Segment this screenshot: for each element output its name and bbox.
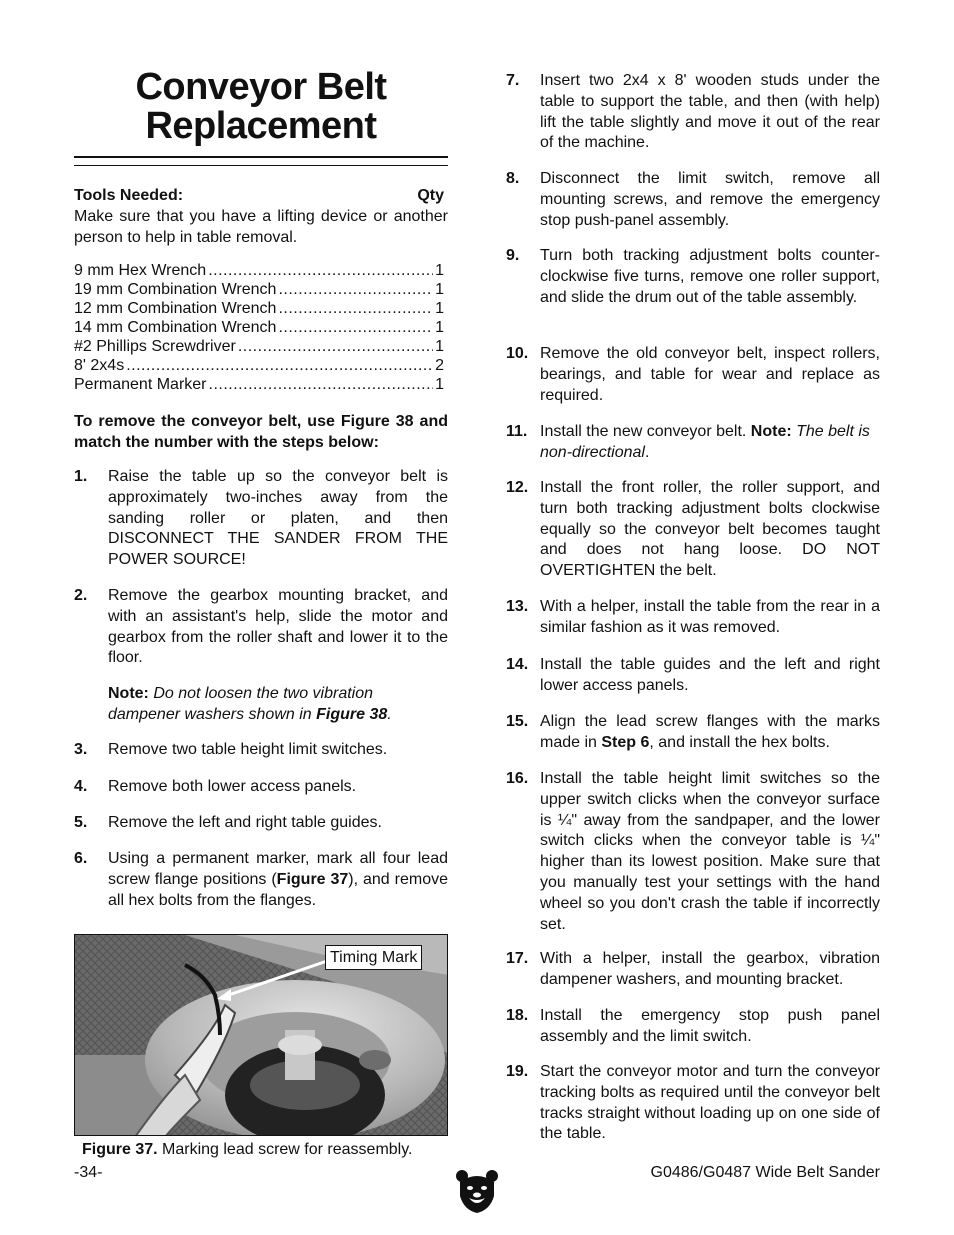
- step-number: 5.: [74, 814, 88, 831]
- step-text: Install the front roller, the roller support, and turn both tracking adjustment bolts clockwise equally so the conveyor belt becomes taught and does not hang loose. DO NOT OVERTIGHTEN the belt.: [540, 479, 880, 580]
- step-text: With a helper, install the gearbox, vibration dampener washers, and mounting bracket.: [540, 950, 880, 988]
- tool-qty: 1: [435, 376, 444, 393]
- step-text: Raise the table up so the conveyor belt is approximately two-inches away from the sanding roller or platen, and then DISCONNECT THE SANDER FROM THE POWER SOURCE!: [108, 468, 448, 569]
- step-number: 7.: [506, 72, 520, 89]
- step-number: 13.: [506, 598, 529, 615]
- caption-label: Figure 37.: [82, 1141, 158, 1158]
- model-name: G0486/G0487 Wide Belt Sander: [650, 1164, 880, 1181]
- step-text: Turn both tracking adjustment bolts counter-clockwise five turns, remove one roller support, and slide the drum out of the table assembly.: [540, 247, 880, 306]
- step-number: 17.: [506, 950, 529, 967]
- tool-item: [74, 375, 444, 394]
- tool-name: 8' 2x4s: [74, 357, 125, 374]
- tool-item: [74, 280, 444, 299]
- step-number: 9.: [506, 247, 520, 264]
- step-number: 3.: [74, 741, 88, 758]
- tools-heading: Tools Needed:: [74, 187, 184, 204]
- caption-text: Marking lead screw for reassembly.: [157, 1141, 413, 1158]
- timing-mark-callout: Timing Mark: [325, 945, 422, 970]
- tool-qty: 1: [435, 262, 444, 279]
- note-end: .: [387, 705, 392, 723]
- dot-leader: [278, 280, 433, 299]
- tool-item: [74, 337, 444, 356]
- tool-qty: 1: [435, 319, 444, 336]
- title-rule-thick: [74, 156, 448, 158]
- note-label: Note:: [108, 685, 149, 702]
- tool-qty: 2: [435, 357, 444, 374]
- intro-instructions: To remove the conveyor belt, use Figure 38 and match the number with the steps below:: [74, 413, 448, 451]
- dot-leader: [208, 261, 433, 280]
- tool-name: 14 mm Combination Wrench: [74, 319, 277, 336]
- step-number: 18.: [506, 1007, 529, 1024]
- step-text: Remove both lower access panels.: [108, 778, 357, 795]
- note-vibration-washers: [108, 684, 448, 726]
- step-text: Remove the left and right table guides.: [108, 814, 382, 831]
- step-text: Disconnect the limit switch, remove all mounting screws, and remove the emergency stop push-panel assembly.: [540, 170, 880, 229]
- step-text: Remove the old conveyor belt, inspect rollers, bearings, and table for wear and replace as required.: [540, 345, 880, 404]
- step-text: Using a permanent marker, mark all four lead screw flange positions (Figure 37), and remove all hex bolts from the flanges.: [108, 850, 448, 909]
- step-number: 19.: [506, 1063, 529, 1080]
- qty-heading: Qty: [417, 187, 444, 204]
- step-text: Remove two table height limit switches.: [108, 741, 388, 758]
- dot-leader: [209, 375, 434, 394]
- tool-name: #2 Phillips Screwdriver: [74, 338, 236, 355]
- dot-leader: [238, 337, 433, 356]
- tool-item: [74, 299, 444, 318]
- note-figure-ref: Figure 38: [316, 705, 388, 723]
- note-text: Do not loosen the two vibration dampener washers shown in: [108, 685, 374, 723]
- step-text: Remove the gearbox mounting bracket, and with an assistant's help, slide the motor and gearbox from the roller shaft and lower it to the floor.: [108, 587, 448, 667]
- step-number: 10.: [506, 345, 529, 362]
- tool-item: [74, 318, 444, 337]
- page-title: Conveyor Belt Replacement: [135, 66, 387, 147]
- tool-name: 9 mm Hex Wrench: [74, 262, 207, 279]
- tool-item: [74, 356, 444, 375]
- figure-37-caption: [82, 1139, 412, 1160]
- step-number: 12.: [506, 479, 529, 496]
- step-text: Install the table height limit switches so the upper switch clicks when the conveyor surface is ¼" away from the sandpaper, and the lower switch clicks when the conveyor table is ¼" higher than its lowest position. Make sure that you manually test your settings with the hand wheel so you don't crash the table if incorrectly set.: [540, 770, 880, 933]
- step-text: Align the lead screw flanges with the marks made in Step 6, and install the hex bolts.: [540, 713, 880, 751]
- tool-qty: 1: [435, 281, 444, 298]
- step-text: Install the table guides and the left and right lower access panels.: [540, 656, 880, 694]
- title-rule-thin: [74, 165, 448, 166]
- step-number: 2.: [74, 587, 88, 604]
- dot-leader: [278, 318, 433, 337]
- step-text: With a helper, install the table from the rear in a similar fashion as it was removed.: [540, 598, 880, 636]
- tool-qty: 1: [435, 300, 444, 317]
- step-number: 8.: [506, 170, 520, 187]
- step-number: 1.: [74, 468, 88, 485]
- tool-qty: 1: [435, 338, 444, 355]
- tools-note: Make sure that you have a lifting device or another person to help in table removal.: [74, 208, 448, 246]
- dot-leader: [278, 299, 433, 318]
- page-number: -34-: [74, 1164, 103, 1181]
- step-number: 4.: [74, 778, 88, 795]
- tool-name: 12 mm Combination Wrench: [74, 300, 277, 317]
- tool-item: [74, 261, 444, 280]
- step-number: 14.: [506, 656, 529, 673]
- tools-list: [74, 261, 444, 394]
- step-number: 16.: [506, 770, 529, 787]
- step-number: 11.: [506, 423, 528, 440]
- step-number: 15.: [506, 713, 529, 730]
- bear-logo-icon: [456, 1168, 498, 1214]
- tool-name: 19 mm Combination Wrench: [74, 281, 277, 298]
- step-text: Start the conveyor motor and turn the conveyor tracking bolts as required until the conveyor belt tracks straight without loading up on one side of the table.: [540, 1063, 880, 1143]
- step-text: Install the new conveyor belt. Note: The belt is non-directional.: [540, 423, 870, 461]
- step-text: Install the emergency stop push panel assembly and the limit switch.: [540, 1007, 880, 1045]
- step-number: 6.: [74, 850, 88, 867]
- tool-name: Permanent Marker: [74, 376, 207, 393]
- dot-leader: [126, 356, 433, 375]
- step-text: Insert two 2x4 x 8' wooden studs under the table to support the table, and then (with help) lift the table slightly and move it out of the rear of the machine.: [540, 72, 880, 152]
- tools-heading-row: [74, 185, 444, 206]
